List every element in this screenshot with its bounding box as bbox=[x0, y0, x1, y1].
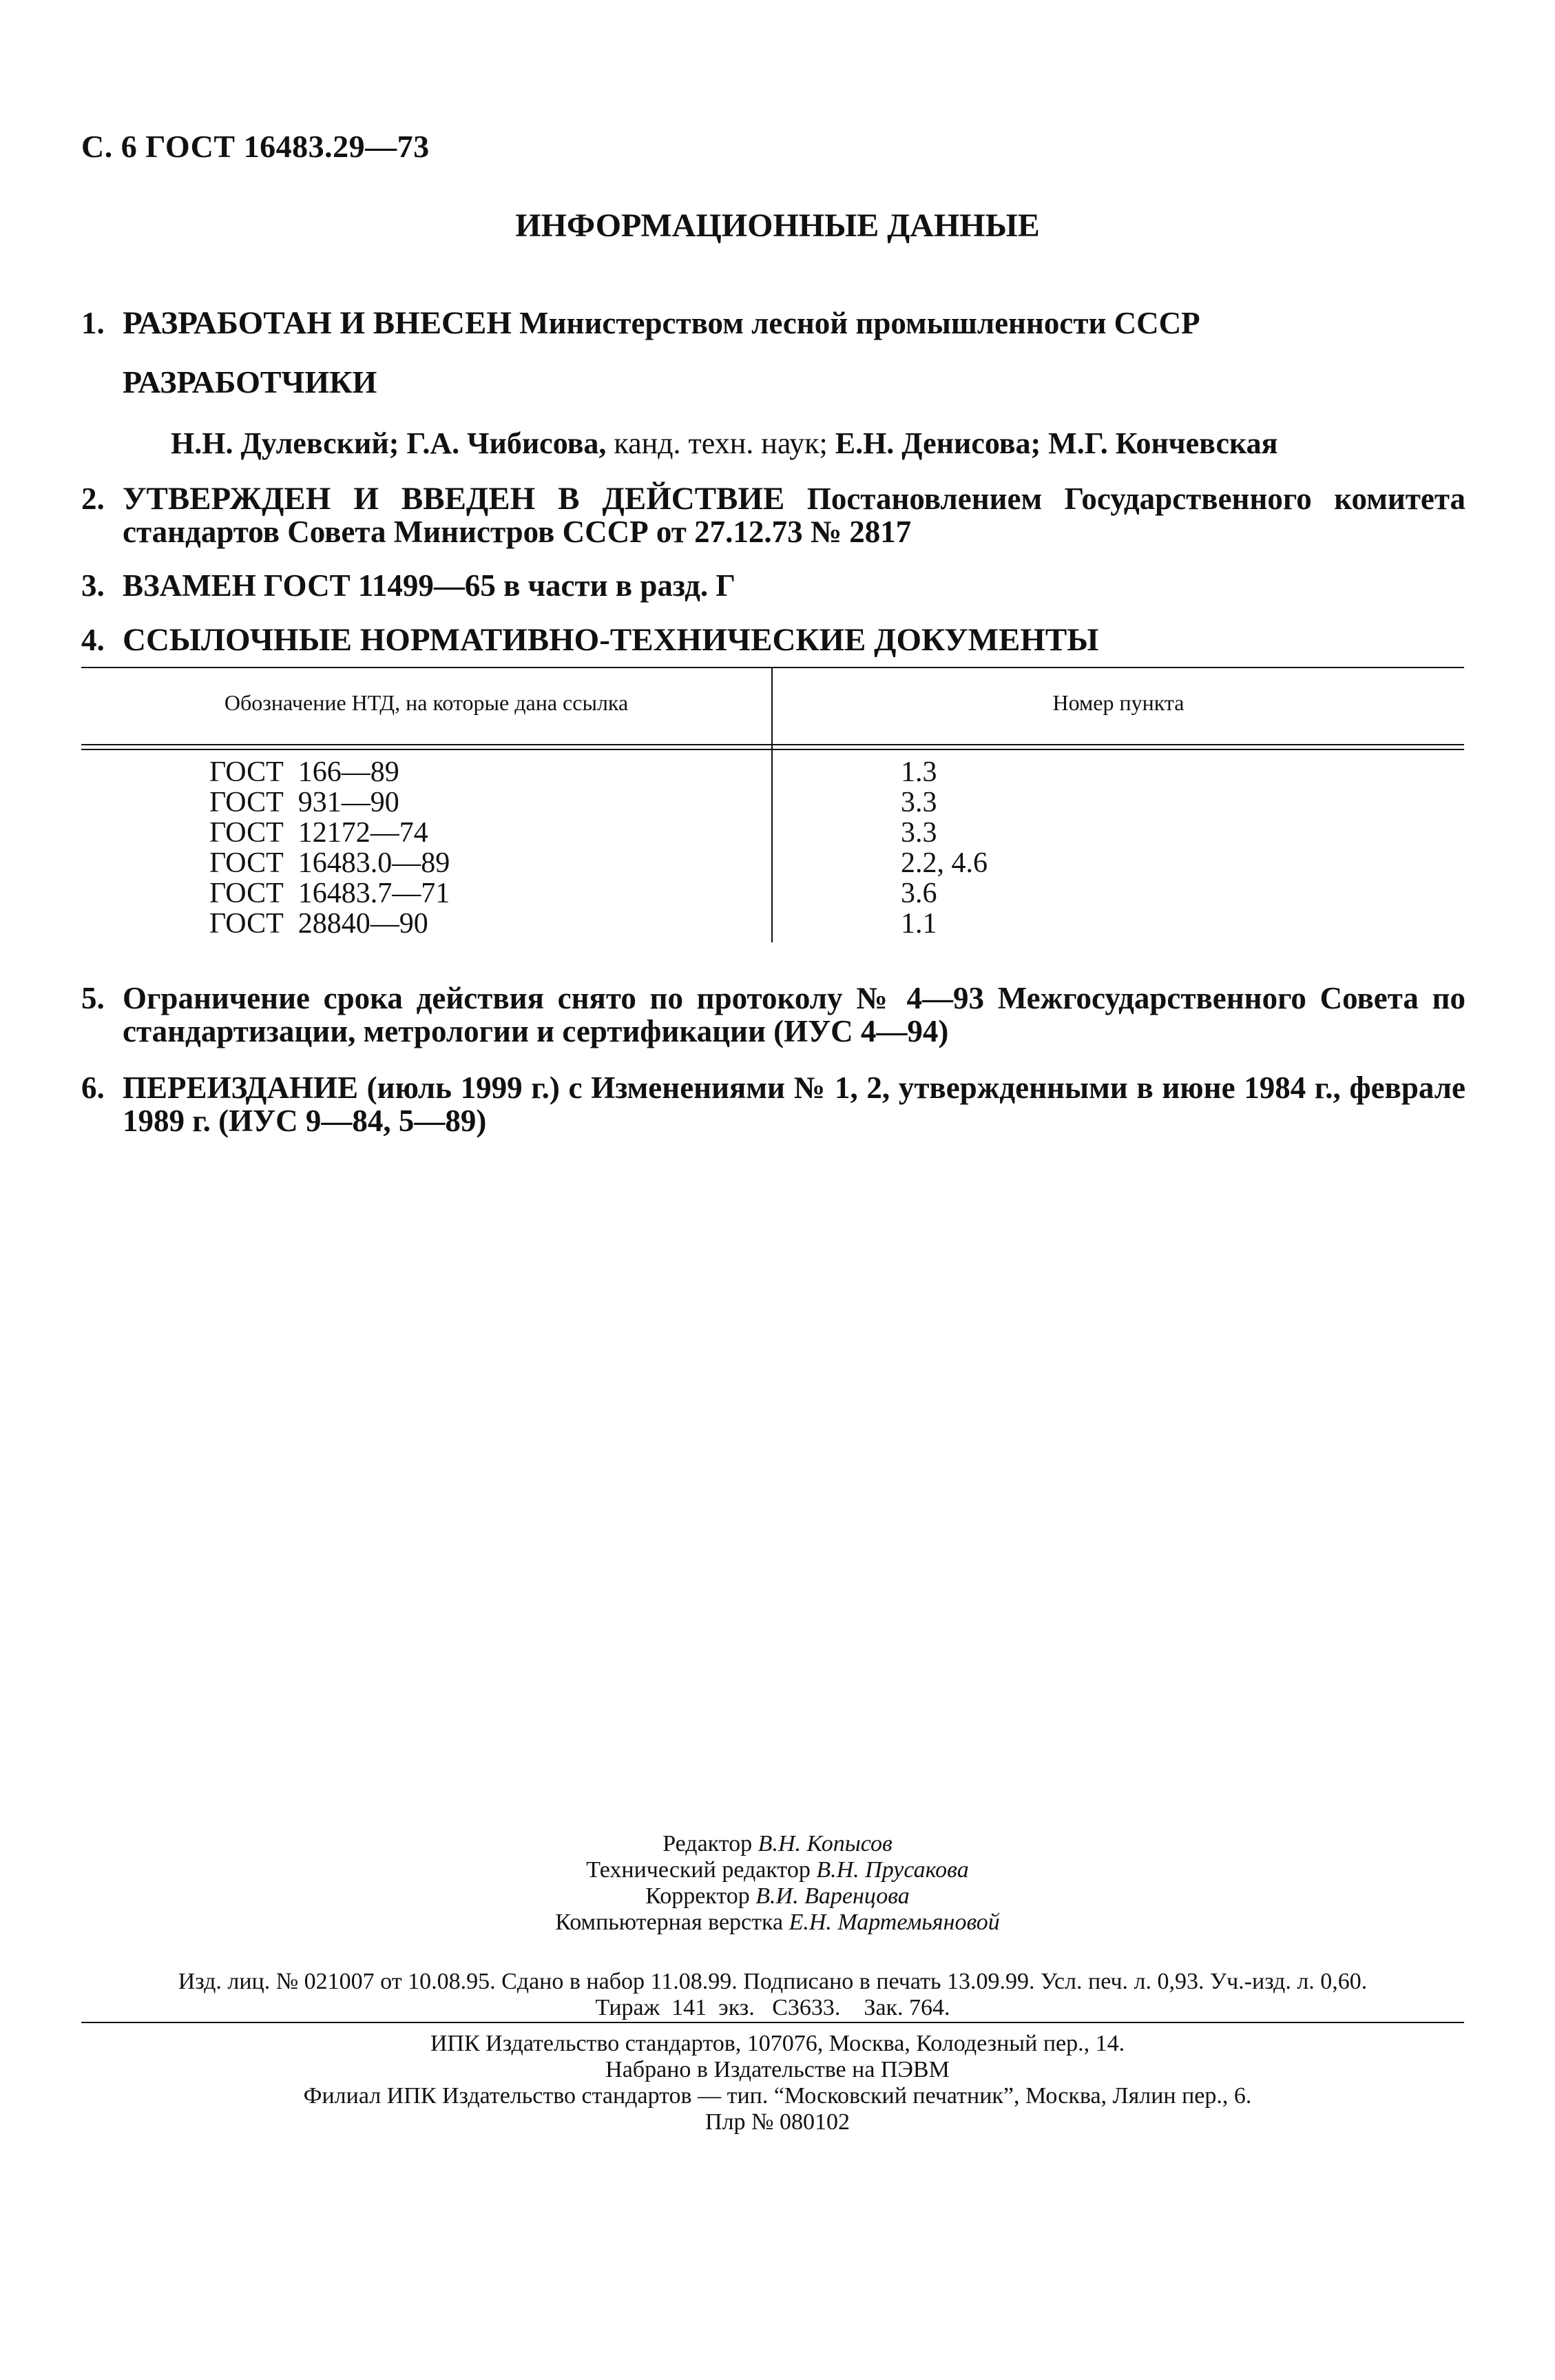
printer-info bbox=[0, 2031, 1555, 2135]
item-number: 6. bbox=[81, 1070, 105, 1105]
table-cell-document: ГОСТ 16483.0—89 bbox=[209, 847, 450, 879]
table-cell-clause: 3.6 bbox=[901, 878, 937, 909]
credit-name: В.И. Варенцова bbox=[755, 1883, 910, 1909]
developers-list bbox=[171, 426, 1277, 461]
item-number: 3. bbox=[81, 568, 105, 603]
table-cell-clause: 1.3 bbox=[901, 756, 937, 788]
page-header: С. 6 ГОСТ 16483.29—73 bbox=[81, 129, 430, 164]
table-cell-clause: 3.3 bbox=[901, 817, 937, 849]
item-lead: УТВЕРЖДЕН И ВВЕДЕН В ДЕЙСТВИЕ bbox=[123, 481, 785, 517]
credit-name: Е.Н. Мартемьяновой bbox=[789, 1910, 1000, 1935]
credit-label: Компьютерная верстка bbox=[555, 1910, 784, 1935]
table-cell-document: ГОСТ 931—90 bbox=[209, 787, 399, 818]
credit-layout bbox=[0, 1910, 1555, 1936]
table-cell-document: ГОСТ 16483.7—71 bbox=[209, 878, 450, 909]
item-text: Постановлением Государственного комитета стандартов Совета Министров СССР от 27.12.73 № 2817 bbox=[123, 482, 1466, 549]
credit-name: В.Н. Копысов bbox=[758, 1831, 893, 1856]
item-number: 1. bbox=[81, 306, 105, 340]
table-cell-clause: 2.2, 4.6 bbox=[901, 847, 988, 879]
info-item-2 bbox=[81, 482, 1465, 548]
publication-line: Тираж 141 экз. С3633. Зак. 764. bbox=[595, 1995, 950, 2020]
printer-line: ИПК Издательство стандартов, 107076, Москва, Колодезный пер., 14. bbox=[430, 2031, 1125, 2056]
table-cell-document: ГОСТ 28840—90 bbox=[209, 908, 428, 940]
developers-names-2: Е.Н. Денисова; М.Г. Кончевская bbox=[835, 426, 1278, 460]
credit-corrector bbox=[0, 1883, 1555, 1910]
table-column-documents bbox=[209, 757, 450, 939]
item-lead: РАЗРАБОТАН И ВНЕСЕН bbox=[123, 305, 512, 341]
publication-info bbox=[81, 1969, 1464, 2021]
credit-label: Редактор bbox=[662, 1831, 753, 1856]
credit-label: Технический редактор bbox=[586, 1857, 811, 1883]
imprint-credits bbox=[0, 1831, 1555, 1936]
info-item-6 bbox=[81, 1071, 1465, 1137]
info-item-1 bbox=[81, 307, 1465, 340]
printer-line: Филиал ИПК Издательство стандартов — тип. “Московский печатник”, Москва, Лялин пер., 6. bbox=[303, 2083, 1252, 2109]
developers-degree: канд. техн. наук; bbox=[614, 426, 828, 460]
table-header-clause: Номер пункта bbox=[1052, 690, 1184, 715]
table-cell-clause: 1.1 bbox=[901, 908, 937, 940]
printer-line: Набрано в Издательстве на ПЭВМ bbox=[605, 2057, 950, 2082]
credit-tech-editor bbox=[0, 1857, 1555, 1883]
table-header-document: Обозначение НТД, на которые дана ссылка bbox=[224, 690, 629, 715]
developers-heading: РАЗРАБОТЧИКИ bbox=[123, 364, 377, 400]
item-number: 5. bbox=[81, 981, 105, 1015]
item-number: 2. bbox=[81, 482, 105, 516]
table-rule-header-double bbox=[81, 749, 1464, 750]
printer-line: Плр № 080102 bbox=[705, 2109, 850, 2135]
reference-table bbox=[81, 667, 1464, 942]
credit-editor bbox=[0, 1831, 1555, 1857]
info-item-4 bbox=[81, 623, 1465, 656]
item-text: Ограничение срока действия снято по протоколу № 4—93 Межгосударственного Совета по стандартизации, метрологии и сертификации (ИУС 4—94) bbox=[123, 981, 1465, 1048]
table-cell-document: ГОСТ 166—89 bbox=[209, 756, 399, 788]
publication-divider bbox=[81, 2022, 1464, 2023]
credit-label: Корректор bbox=[645, 1883, 750, 1909]
table-column-clauses bbox=[901, 757, 988, 939]
info-item-5 bbox=[81, 982, 1465, 1048]
item-text: ССЫЛОЧНЫЕ НОРМАТИВНО-ТЕХНИЧЕСКИЕ ДОКУМЕНТЫ bbox=[123, 622, 1099, 658]
item-text: ВЗАМЕН ГОСТ 11499—65 в части в разд. Г bbox=[123, 568, 736, 603]
table-rule-header bbox=[81, 744, 1464, 745]
item-text: Министерством лесной промышленности СССР bbox=[519, 306, 1200, 340]
table-cell-clause: 3.3 bbox=[901, 787, 937, 818]
developers-names-1: Н.Н. Дулевский; Г.А. Чибисова, bbox=[171, 426, 607, 460]
info-item-3 bbox=[81, 569, 1465, 602]
credit-name: В.Н. Прусакова bbox=[816, 1857, 969, 1883]
item-text: ПЕРЕИЗДАНИЕ (июль 1999 г.) с Изменениями № 1, 2, утвержденными в июне 1984 г., феврале 1989 г. (ИУС 9—84, 5—89) bbox=[123, 1070, 1465, 1138]
item-number: 4. bbox=[81, 623, 105, 657]
table-cell-document: ГОСТ 12172—74 bbox=[209, 817, 428, 849]
table-rule-top bbox=[81, 667, 1464, 668]
publication-line: Изд. лиц. № 021007 от 10.08.95. Сдано в набор 11.08.99. Подписано в печать 13.09.99. Усл. печ. л. 0,93. Уч.-изд. л. 0,60. bbox=[178, 1969, 1368, 1994]
page-title: ИНФОРМАЦИОННЫЕ ДАННЫЕ bbox=[515, 207, 1040, 244]
